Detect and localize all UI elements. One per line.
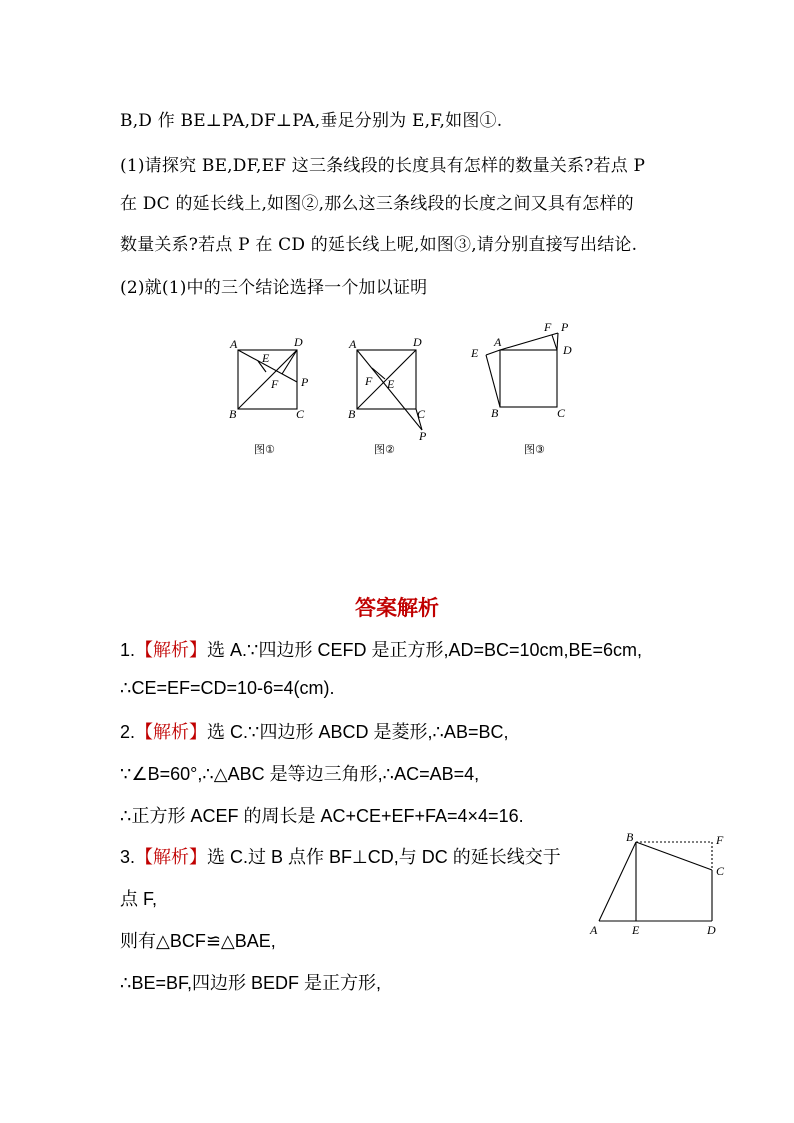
fig4-label-d: D — [707, 923, 716, 937]
fig3-label-a: A — [494, 335, 502, 349]
answer-2-text: 选 C.∵四边形 ABCD 是菱形,∴AB=BC, — [207, 722, 509, 742]
fig3-label-d: D — [563, 343, 572, 357]
fig3-line-dp — [557, 333, 558, 350]
fig1-label-p: P — [301, 375, 309, 389]
analysis-tag: 【解析】 — [135, 722, 208, 742]
fig1-label-c: C — [296, 407, 305, 421]
figure-2 — [340, 330, 450, 460]
fig1-label-b: B — [229, 407, 237, 421]
fig2-label-p: P — [419, 429, 427, 443]
answer-3-line-2: 点 F, — [120, 889, 158, 909]
fig3-label-c: C — [557, 406, 566, 420]
answer-1-line-2: ∴CE=EF=CD=10-6=4(cm). — [120, 678, 335, 698]
analysis-tag: 【解析】 — [135, 847, 208, 867]
figure-4 — [585, 828, 735, 943]
fig3-label-f: F — [544, 320, 552, 334]
answer-2-line-2: ∵∠B=60°,∴△ABC 是等边三角形,∴AC=AB=4, — [120, 764, 480, 784]
fig3-line-ae — [486, 350, 500, 355]
fig2-label-e: E — [387, 377, 395, 391]
fig4-label-c: C — [716, 864, 725, 878]
fig2-label-b: B — [348, 407, 356, 421]
answer-3-text: 选 C.过 B 点作 BF⊥CD,与 DC 的延长线交于 — [207, 847, 561, 867]
fig4-line-bc — [636, 842, 712, 870]
answer-1-number: 1. — [120, 640, 136, 660]
answer-2-line-1 — [120, 718, 508, 744]
answer-3-line-4: ∴BE=BF,四边形 BEDF 是正方形, — [120, 973, 381, 993]
fig2-label-d: D — [413, 335, 422, 349]
fig3-label-b: B — [491, 406, 499, 420]
fig2-line-df — [372, 368, 385, 379]
problem-line-3: 在 DC 的延长线上,如图②,那么这三条线段的长度之间又具有怎样的 — [120, 194, 634, 214]
answer-1-line-1 — [120, 636, 642, 662]
problem-line-2: (1)请探究 BE,DF,EF 这三条线段的长度具有怎样的数量关系?若点 P — [120, 156, 646, 176]
fig1-label-a: A — [230, 337, 238, 351]
fig3-caption: 图③ — [524, 443, 545, 456]
answers-title: 答案解析 — [355, 595, 439, 620]
fig4-label-e: E — [632, 923, 640, 937]
fig3-line-df — [552, 335, 557, 350]
problem-line-5: (2)就(1)中的三个结论选择一个加以证明 — [120, 278, 428, 298]
figure-3 — [460, 315, 590, 460]
figure-1 — [220, 330, 330, 460]
answer-2-number: 2. — [120, 722, 136, 742]
answer-2-line-3: ∴正方形 ACEF 的周长是 AC+CE+EF+FA=4×4=16. — [120, 806, 524, 826]
fig2-label-c: C — [417, 407, 426, 421]
fig1-label-e: E — [262, 351, 270, 365]
fig1-label-d: D — [294, 335, 303, 349]
answer-1-text: 选 A.∵四边形 CEFD 是正方形,AD=BC=10cm,BE=6cm, — [207, 640, 643, 660]
fig4-label-b: B — [626, 830, 634, 844]
fig2-caption: 图② — [374, 443, 395, 456]
fig4-line-ab — [599, 842, 636, 921]
fig3-label-e: E — [471, 346, 479, 360]
fig2-label-f: F — [365, 374, 373, 388]
fig3-line-be — [486, 355, 500, 407]
fig4-label-a: A — [590, 923, 598, 937]
answer-3-line-1 — [120, 843, 561, 869]
fig1-caption: 图① — [254, 443, 275, 456]
fig3-square — [500, 350, 557, 407]
fig1-label-f: F — [271, 377, 279, 391]
answer-3-line-3: 则有△BCF≌△BAE, — [120, 931, 276, 951]
analysis-tag: 【解析】 — [135, 640, 208, 660]
fig4-label-f: F — [716, 833, 724, 847]
fig3-label-p: P — [561, 320, 569, 334]
fig3-line-ap — [500, 333, 558, 350]
problem-line-4: 数量关系?若点 P 在 CD 的延长线上呢,如图③,请分别直接写出结论. — [120, 235, 638, 255]
fig2-label-a: A — [349, 337, 357, 351]
answer-3-number: 3. — [120, 847, 136, 867]
problem-line-1: B,D 作 BE⊥PA,DF⊥PA,垂足分别为 E,F,如图①. — [120, 111, 503, 131]
